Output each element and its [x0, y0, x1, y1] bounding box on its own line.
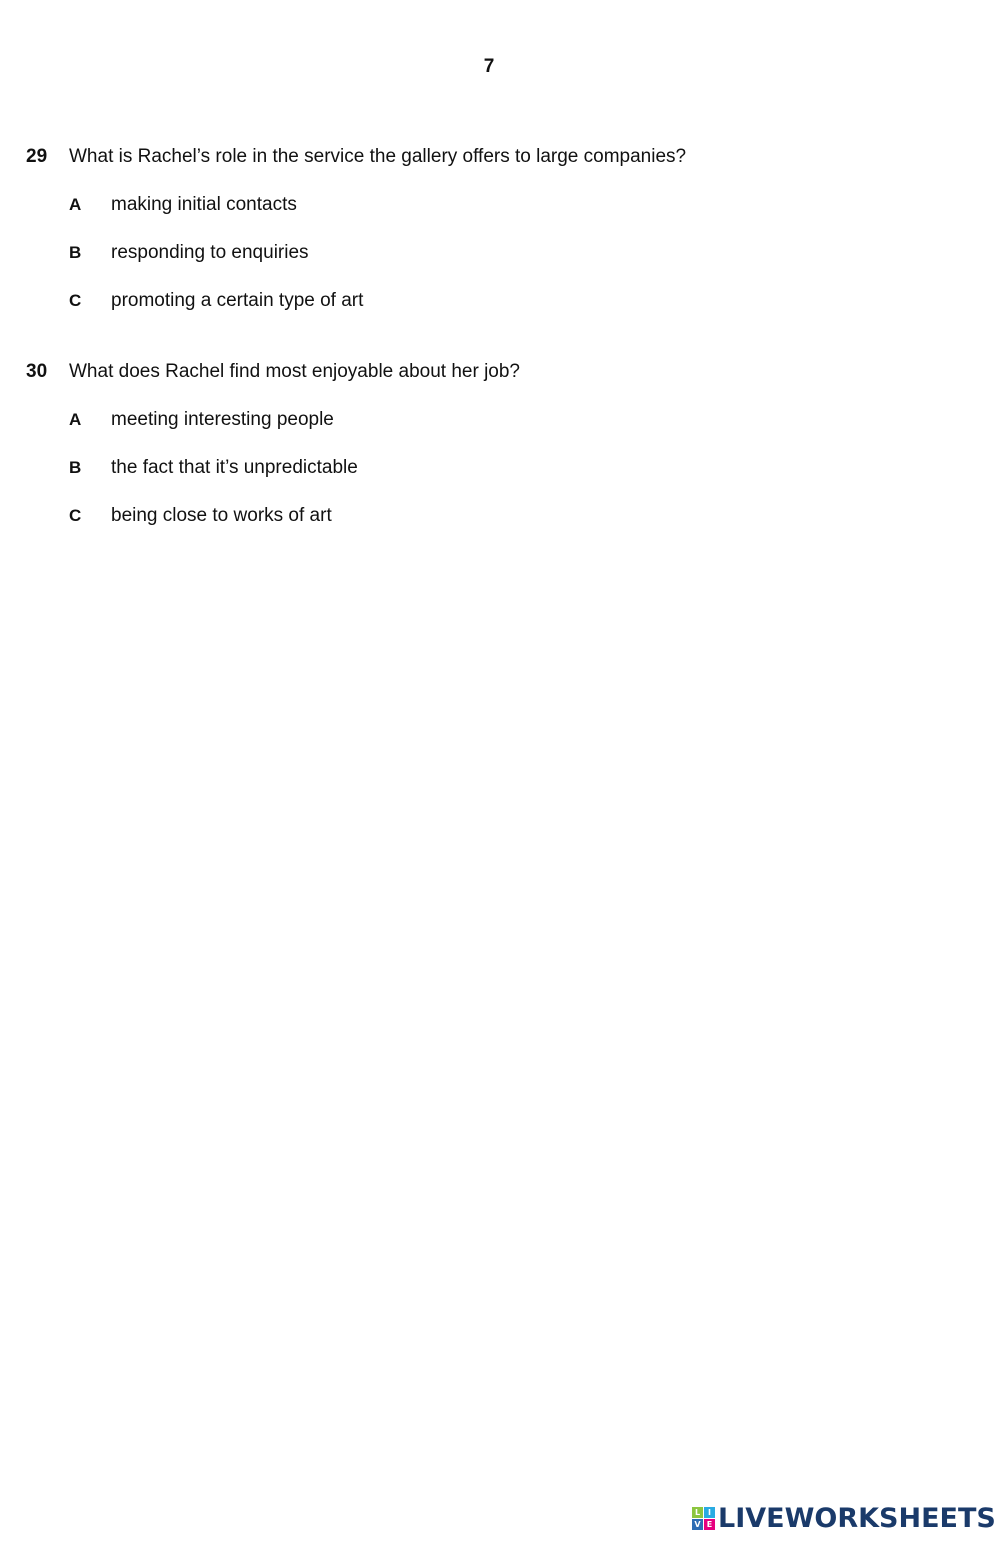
option-letter: A	[69, 410, 82, 429]
option-text: responding to enquiries	[111, 242, 309, 263]
option-letter: C	[69, 291, 82, 310]
brand-mark-tile: E	[704, 1519, 715, 1530]
option-letter: A	[69, 195, 82, 214]
brand-mark-tile: L	[692, 1507, 703, 1518]
brand-mark-icon	[692, 1507, 715, 1530]
option-b[interactable]	[69, 242, 966, 270]
brand-name: LIVEWORKSHEETS	[718, 1502, 996, 1534]
option-letter: B	[69, 243, 82, 262]
option-text: promoting a certain type of art	[111, 290, 364, 311]
option-letter: C	[69, 506, 82, 525]
question-text: What does Rachel find most enjoyable about her job?	[69, 361, 520, 382]
option-letter: B	[69, 458, 82, 477]
option-text: being close to works of art	[111, 505, 332, 526]
option-c[interactable]	[69, 290, 966, 318]
question-29	[26, 146, 966, 318]
page-number: 7	[483, 56, 495, 77]
brand-mark-tile: I	[704, 1507, 715, 1518]
option-text: making initial contacts	[111, 194, 297, 215]
option-a[interactable]	[69, 194, 966, 222]
brand-mark-tile: V	[692, 1519, 703, 1530]
liveworksheets-logo[interactable]	[692, 1503, 996, 1533]
option-text: meeting interesting people	[111, 409, 334, 430]
option-text: the fact that it’s unpredictable	[111, 457, 358, 478]
question-text: What is Rachel’s role in the service the gallery offers to large companies?	[69, 146, 687, 167]
question-30	[26, 361, 966, 533]
question-number: 30	[26, 361, 48, 382]
option-c[interactable]	[69, 505, 966, 533]
option-b[interactable]	[69, 457, 966, 485]
option-a[interactable]	[69, 409, 966, 437]
question-number: 29	[26, 146, 48, 167]
